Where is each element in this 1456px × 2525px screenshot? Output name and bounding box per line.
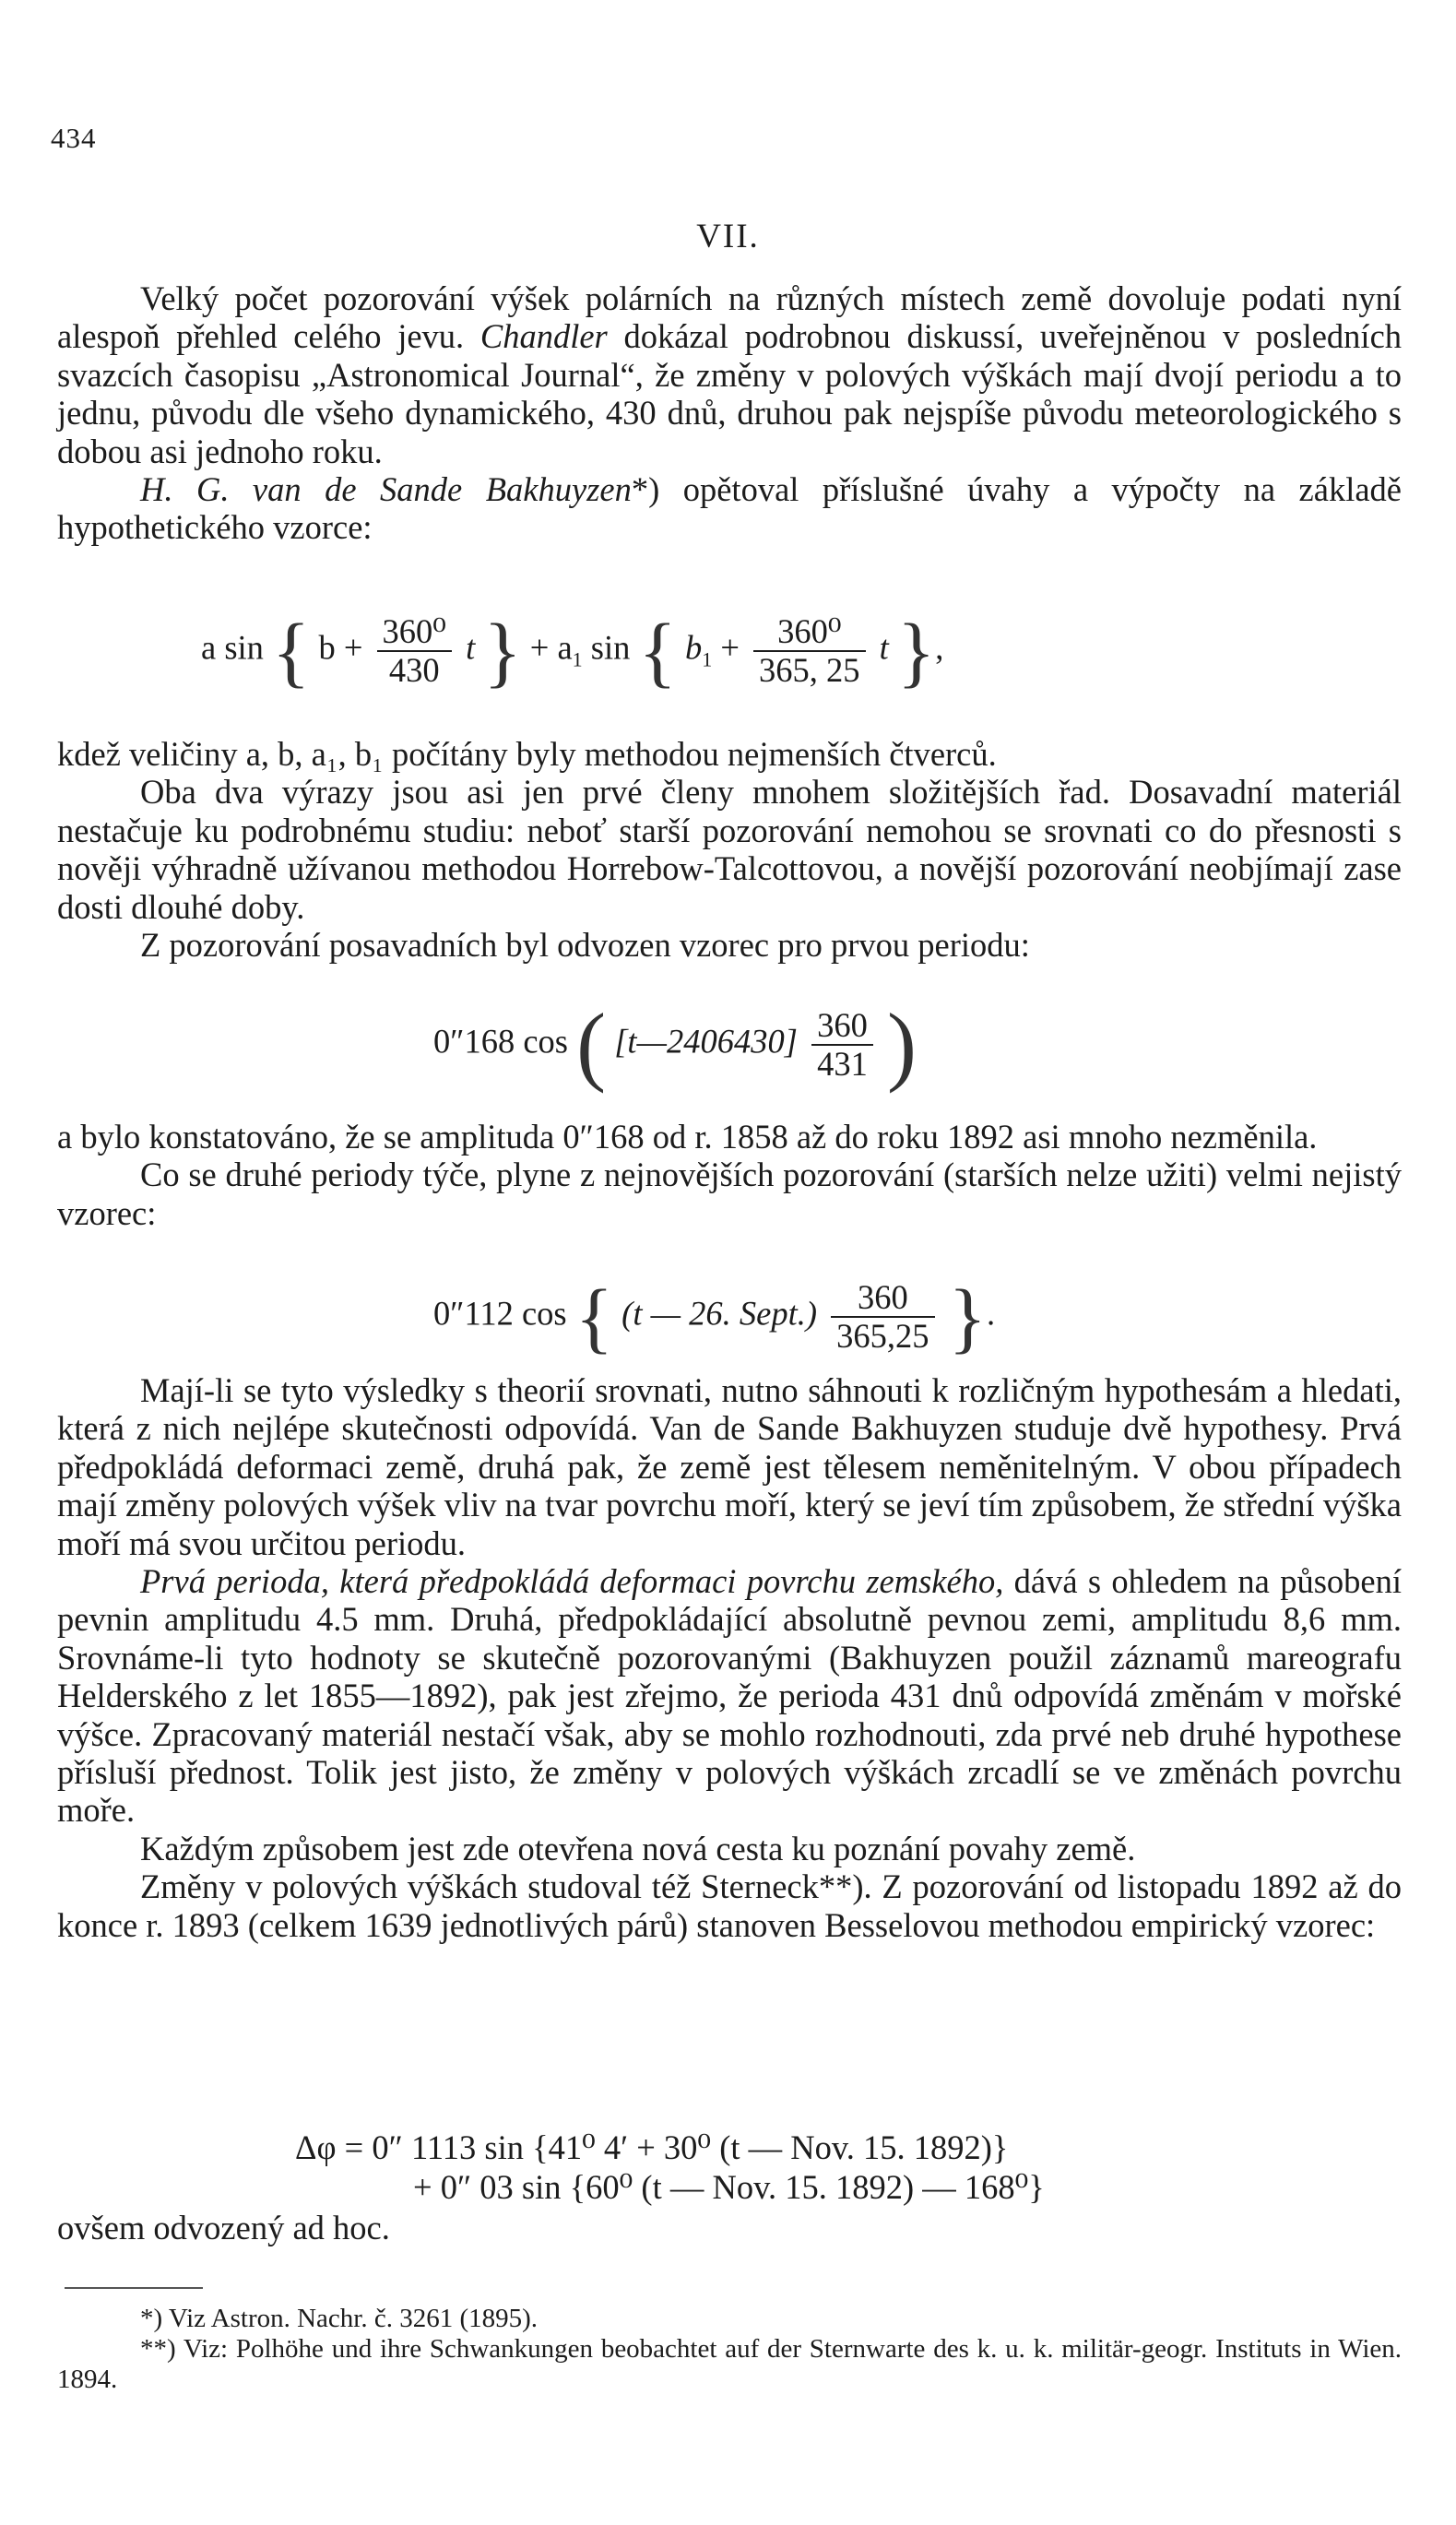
- formula-sterneck-line-1: Δφ = 0″ 1113 sin {41⁰ 4′ + 30⁰ (t — Nov. 15. 1892)}: [295, 2128, 1009, 2166]
- paragraph-1-rest: dokázal podrobnou diskussí, uveřejněnou v posledních svazcích časopisu „Astronomical Journal“, že změny v polových výškách mají dvojí periodu a to jednu, původu dle všeho dynamického, 430 dnů, druhou pak nejspíše původu meteorologického s dobou asi jednoho roku.: [57, 317, 1403, 470]
- section-heading: VII.: [696, 218, 760, 255]
- fraction-360-365: [753, 613, 866, 689]
- formula-2-bracket: [t—2406430]: [614, 1022, 798, 1061]
- paragraph-9-italic: Prvá perioda, která předpokládá deformaci povrchu zemského,: [140, 1562, 1004, 1601]
- right-brace-2: }: [896, 607, 936, 695]
- text-block-closing: [57, 2209, 1402, 2246]
- formula-1-b-subscript: 1: [702, 647, 713, 671]
- right-brace-1: }: [483, 607, 522, 695]
- paragraph-1: [57, 279, 1402, 470]
- formula-3-inner: (t — 26. Sept.): [621, 1294, 818, 1333]
- name-chandler: Chandler: [479, 317, 608, 356]
- formula-3-end: .: [986, 1294, 996, 1333]
- paragraph-9-rest: dává s ohledem na působení pevnin amplitudu 4.5 mm. Druhá, předpokládající absolutně pevnou zemi, amplitudu 8,6 mm. Srovnáme-li tyto hodnoty se skutečně pozorovanými (Bakhuyzen použil záznamů mareografu Helderského z let 1855—1892), pak jest zřejmo, že perioda 431 dnů odpovídá změnám v mořské výšce. Zpracovaný materiál nestačí však, aby se mohlo rozhodnouti, zda prvé neb druhé hypothese přísluší přednost. Tolik jest jisto, že změny v polových výškách zrcadlí se ve změnách povrchu moře.: [57, 1562, 1402, 1830]
- formula-1-sin: sin: [590, 628, 631, 667]
- formula-second-period: [433, 1273, 996, 1361]
- fraction-3-denominator: 431: [817, 1045, 868, 1083]
- paragraph-11: Změny v polových výškách studoval též Sterneck**). Z pozorování od listopadu 1892 až do konce r. 1893 (celkem 1639 jednotlivých párů) stanoven Besselovou methodou empirický vzorec:: [57, 1867, 1402, 1944]
- text-block-amplitude: [57, 1118, 1402, 1232]
- fraction-360-430: [377, 613, 452, 689]
- text-block-intro: [57, 279, 1402, 547]
- fraction-3-numerator: 360: [811, 1007, 873, 1046]
- paragraph-10: Každým způsobem jest zde otevřena nová cesta ku poznání povahy země.: [140, 1829, 1136, 1867]
- paragraph-9: [57, 1562, 1402, 1830]
- footnotes: [57, 2304, 1402, 2395]
- formula-1-plus-2: +: [720, 628, 740, 667]
- text-block-hypotheses: [57, 1371, 1402, 1944]
- footnote-2: **) Viz: Polhöhe und ihre Schwankungen beobachtet auf der Sternwarte des k. u. k. militär-geogr. Instituts in Wien. 1894.: [57, 2334, 1402, 2394]
- paragraph-4: Oba dva výrazy jsou asi jen prvé členy mnohem složitějších řad. Dosavadní materiál nestačuje ku podrobnému studiu: neboť starší pozorování nemohou se srovnati co do přesnosti s nověji výhradně užívanou methodou Horrebow-Talcottovou, a novější pozorování neobjímají zase dosti dlouhé doby.: [57, 773, 1402, 926]
- paragraph-6: a bylo konstatováno, že se amplituda 0″168 od r. 1858 až do roku 1892 asi mnoho nezměnila.: [57, 1118, 1318, 1156]
- paragraph-5: Z pozorování posavadních byl odvozen vzorec pro prvou periodu:: [140, 926, 1030, 965]
- fraction-2-denominator: 365, 25: [759, 651, 860, 689]
- name-bakhuyzen: H. G. van de Sande Bakhuyzen: [140, 470, 632, 509]
- right-brace-3: }: [948, 1273, 987, 1361]
- paragraph-2: [57, 470, 1402, 547]
- page-number: 434: [51, 122, 97, 154]
- formula-1-t: t: [466, 628, 476, 667]
- formula-1-t2: t: [879, 628, 889, 667]
- fraction-2-numerator: 360⁰: [753, 613, 866, 652]
- formula-3-lead: 0″112 cos: [433, 1294, 567, 1333]
- formula-1-plus: + a: [529, 628, 573, 667]
- left-paren: (: [576, 995, 607, 1094]
- fraction-4-denominator: 365,25: [836, 1317, 929, 1355]
- formula-1-b1: b: [684, 628, 703, 667]
- right-paren: ): [886, 995, 917, 1094]
- footnote-rule: [65, 2287, 203, 2289]
- formula-sterneck-line-2: + 0″ 03 sin {60⁰ (t — Nov. 15. 1892) — 168⁰}: [413, 2168, 1045, 2206]
- paragraph-2-rest: *) opětoval příslušné úvahy a výpočty na základě hypothetického vzorce:: [57, 470, 1402, 547]
- paragraph-7: Co se druhé periody týče, plyne z nejnovějších pozorování (starších nelze užiti) velmi nejistý vzorec:: [57, 1156, 1402, 1232]
- formula-1-b: b +: [318, 628, 363, 667]
- paragraph-3: kdež veličiny a, b, a₁, b₁ počítány byly methodou nejmenších čtverců.: [57, 735, 997, 773]
- formula-1-end: ,: [935, 628, 944, 667]
- fraction-4-numerator: 360: [831, 1279, 934, 1318]
- paragraph-1-text: Velký počet pozorování výšek polárních na různých místech země dovoluje podati nyní alespoň přehled celého jevu.: [57, 279, 1402, 356]
- footnote-1: *) Viz Astron. Nachr. č. 3261 (1895).: [140, 2304, 539, 2333]
- left-brace-1: {: [272, 607, 311, 695]
- formula-2-lead: 0″168 cos: [433, 1022, 568, 1061]
- formula-first-period: [433, 995, 917, 1094]
- left-brace-2: {: [638, 607, 677, 695]
- left-brace-3: {: [574, 1273, 614, 1361]
- formula-hypothetical: [201, 607, 944, 695]
- formula-1-a: a sin: [201, 628, 264, 667]
- fraction-1-denominator: 430: [388, 651, 440, 689]
- fraction-360-365-25: [831, 1279, 934, 1355]
- fraction-1-numerator: 360⁰: [377, 613, 452, 652]
- paragraph-8: Mají-li se tyto výsledky s theorií srovnati, nutno sáhnouti k rozličným hypothesám a hledati, která z nich nejlépe skutečnosti odpovídá. Van de Sande Bakhuyzen studuje dvě hypothesy. Prvá předpokládá deformaci země, druhá pak, že země jest tělesem neměnitelným. V obou případech mají změny polových výšek vliv na tvar povrchu moří, který se jeví tím způsobem, že střední výška moří má svou určitou periodu.: [57, 1371, 1402, 1562]
- text-block-variables: [57, 735, 1402, 964]
- formula-1-a-subscript: 1: [572, 647, 583, 671]
- fraction-360-431: [811, 1007, 873, 1083]
- paragraph-12: ovšem odvozený ad hoc.: [57, 2209, 390, 2246]
